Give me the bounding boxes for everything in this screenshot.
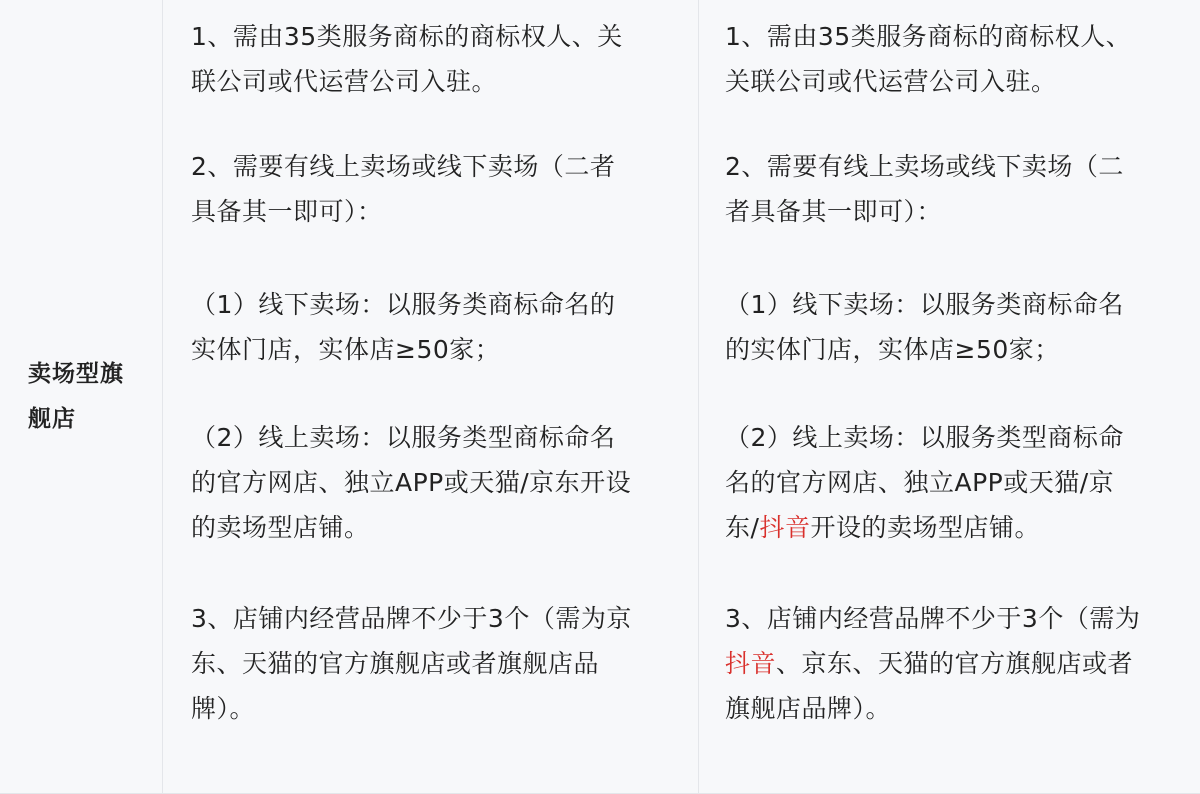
text-line: （1）线下卖场：以服务类商标命名 (725, 290, 1124, 319)
text-line: 2、需要有线上卖场或线下卖场（二者 (191, 152, 616, 181)
requirement-1 (191, 14, 681, 104)
requirement-2 (191, 144, 681, 234)
text-line: 联公司或代运营公司入驻。 (191, 67, 498, 96)
requirement-2-2 (191, 415, 681, 550)
text-line: （2）线上卖场：以服务类型商标命名 (191, 423, 616, 452)
text-line: （2）线上卖场：以服务类型商标命 (725, 423, 1124, 452)
text-line: 3、店铺内经营品牌不少于3个（需为 (725, 604, 1141, 633)
text-line: 具备其一即可）： (191, 197, 383, 226)
text-line: 关联公司或代运营公司入驻。 (725, 67, 1057, 96)
text-line: 的实体门店，实体店≥50家； (725, 335, 1060, 364)
text-line: 1、需由35类服务商标的商标权人、 (725, 22, 1132, 51)
text-fragment: 东/ (725, 513, 760, 542)
highlighted-text: 抖音 (759, 513, 811, 542)
requirement-3 (191, 596, 681, 731)
requirements-column-old (163, 0, 699, 794)
row-label-line: 卖场型旗 (28, 361, 124, 387)
requirement-1 (725, 14, 1185, 104)
text-line: 2、需要有线上卖场或线下卖场（二 (725, 152, 1124, 181)
text-fragment: 开设的卖场型店铺。 (810, 513, 1040, 542)
text-line: 者具备其一即可）： (725, 197, 943, 226)
requirement-2-1 (191, 282, 681, 372)
text-line (725, 505, 1185, 550)
requirement-3 (725, 596, 1185, 731)
text-line: 旗舰店品牌）。 (725, 694, 892, 723)
text-line: 牌）。 (191, 694, 256, 723)
text-line: 的官方网店、独立APP或天猫/京东开设 (191, 468, 632, 497)
highlighted-text: 抖音 (725, 649, 777, 678)
text-line: 东、天猫的官方旗舰店或者旗舰店品 (191, 649, 600, 678)
text-line (725, 641, 1185, 686)
row-label (28, 352, 140, 442)
text-line: 的卖场型店铺。 (191, 513, 370, 542)
row-label-cell (0, 0, 163, 794)
text-line: 实体门店，实体店≥50家； (191, 335, 501, 364)
text-fragment: 、京东、天猫的官方旗舰店或者 (776, 649, 1134, 678)
row-label-line: 舰店 (28, 406, 76, 432)
text-line: 名的官方网店、独立APP或天猫/京 (725, 468, 1115, 497)
requirements-column-new (699, 0, 1200, 794)
text-line: 3、店铺内经营品牌不少于3个（需为京 (191, 604, 632, 633)
requirement-2-1 (725, 282, 1185, 372)
text-line: 1、需由35类服务商标的商标权人、关 (191, 22, 623, 51)
requirement-2 (725, 144, 1185, 234)
text-line: （1）线下卖场：以服务类商标命名的 (191, 290, 616, 319)
requirement-2-2 (725, 415, 1185, 550)
